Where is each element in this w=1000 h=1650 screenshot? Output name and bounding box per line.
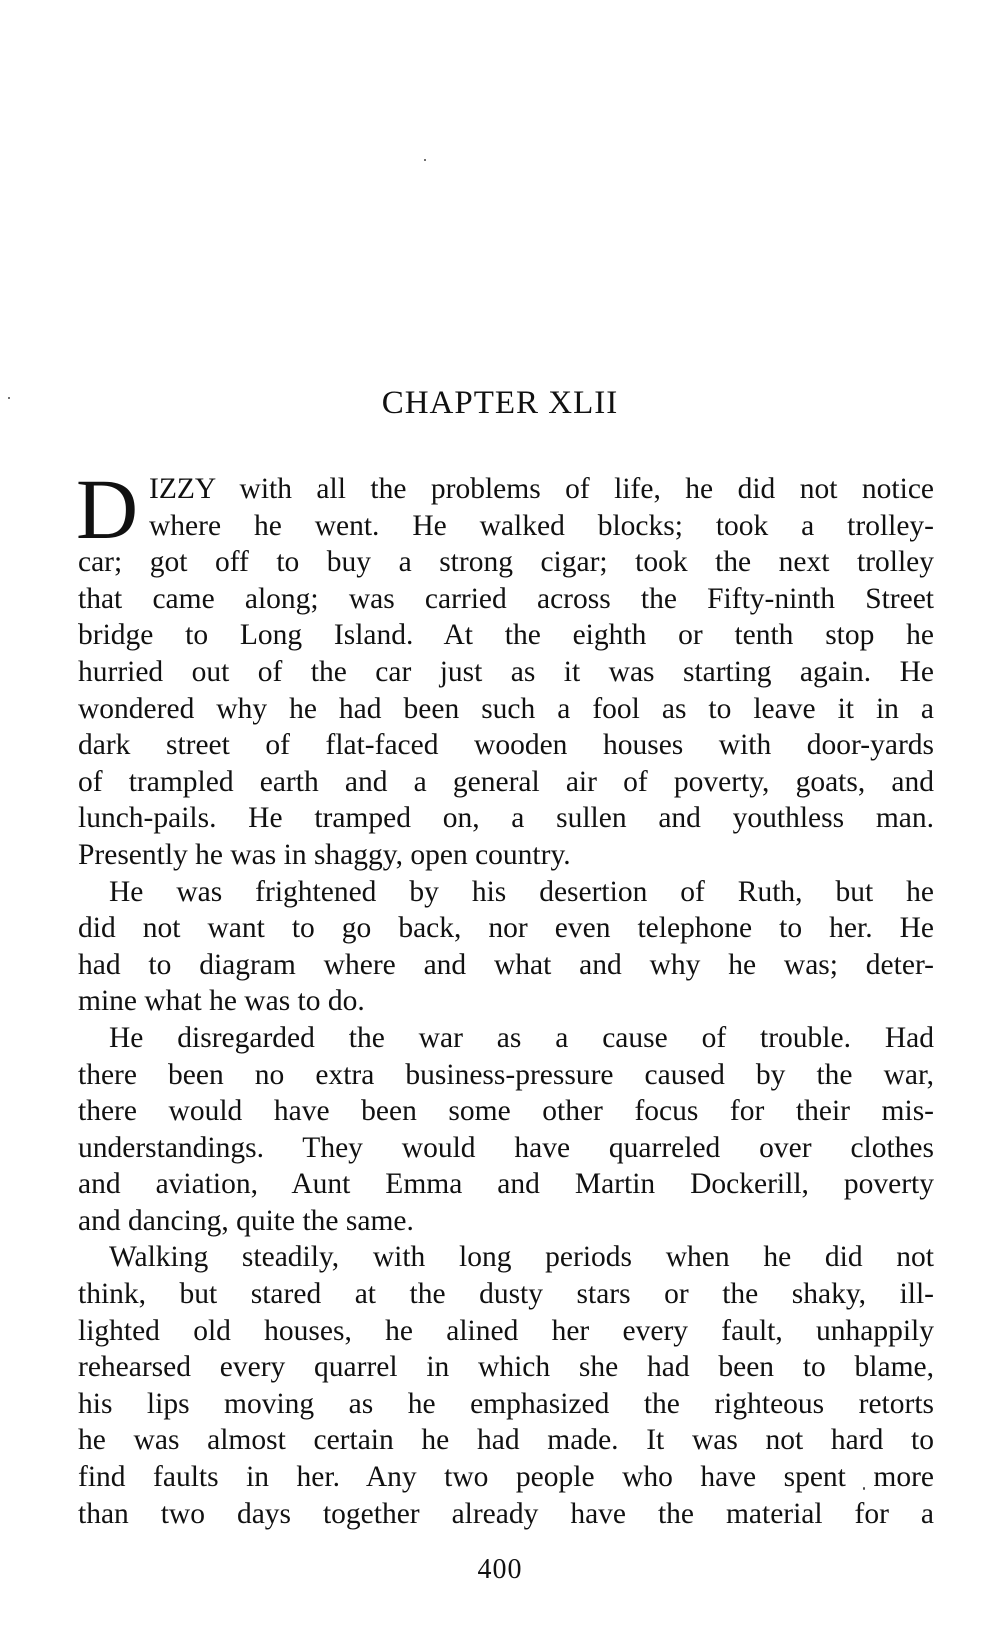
text-line: and aviation, Aunt Emma and Martin Dockerill, poverty	[78, 1168, 934, 1201]
text-line: lunch-pails. He tramped on, a sullen and youthless man.	[78, 802, 934, 835]
text-line: car; got off to buy a strong cigar; took the next trolley	[78, 546, 934, 579]
text-line: and dancing, quite the same.	[78, 1204, 414, 1237]
text-line: did not want to go back, nor even telephone to her. He	[78, 912, 934, 945]
text-line: He was frightened by his desertion of Ruth, but he	[109, 875, 934, 908]
text-line: Presently he was in shaggy, open country.	[78, 838, 571, 871]
text-line: where he went. He walked blocks; took a trolley-	[149, 509, 934, 542]
text-line: IZZY with all the problems of life, he did not notice	[149, 473, 934, 505]
text-line: dark street of flat-faced wooden houses with door-yards	[78, 729, 934, 762]
text-line: had to diagram where and what and why he was; deter-	[78, 948, 934, 981]
text-line: think, but stared at the dusty stars or the shaky, ill-	[78, 1278, 934, 1311]
text-line: of trampled earth and a general air of poverty, goats, and	[78, 765, 934, 798]
text-line: He disregarded the war as a cause of trouble. Had	[109, 1021, 934, 1054]
text-line: understandings. They would have quarreled over clothes	[78, 1131, 934, 1164]
text-line: rehearsed every quarrel in which she had been to blame,	[78, 1351, 934, 1384]
text-line: wondered why he had been such a fool as to leave it in a	[78, 692, 934, 725]
text-line: mine what he was to do.	[78, 985, 365, 1018]
body-text	[76, 461, 934, 1532]
drop-cap: D	[76, 461, 139, 557]
text-line: his lips moving as he emphasized the righteous retorts	[78, 1387, 934, 1420]
text-line: there been no extra business-pressure caused by the war,	[78, 1058, 934, 1091]
text-line: he was almost certain he had made. It was not hard to	[78, 1424, 934, 1457]
text-line: find faults in her. Any two people who have spent more	[78, 1461, 934, 1494]
page-number: 400	[477, 1554, 523, 1585]
text-line: lighted old houses, he alined her every fault, unhappily	[78, 1314, 934, 1347]
text-line: bridge to Long Island. At the eighth or tenth stop he	[78, 619, 934, 652]
chapter-title: CHAPTER XLII	[381, 385, 619, 421]
text-line: than two days together already have the material for a	[78, 1497, 934, 1530]
text-line: there would have been some other focus for their mis-	[78, 1095, 934, 1128]
text-line: that came along; was carried across the Fifty-ninth Street	[78, 582, 934, 615]
text-line: Walking steadily, with long periods when he did not	[109, 1241, 934, 1274]
text-line: hurried out of the car just as it was starting again. He	[78, 655, 934, 688]
scan-speck	[424, 159, 426, 161]
